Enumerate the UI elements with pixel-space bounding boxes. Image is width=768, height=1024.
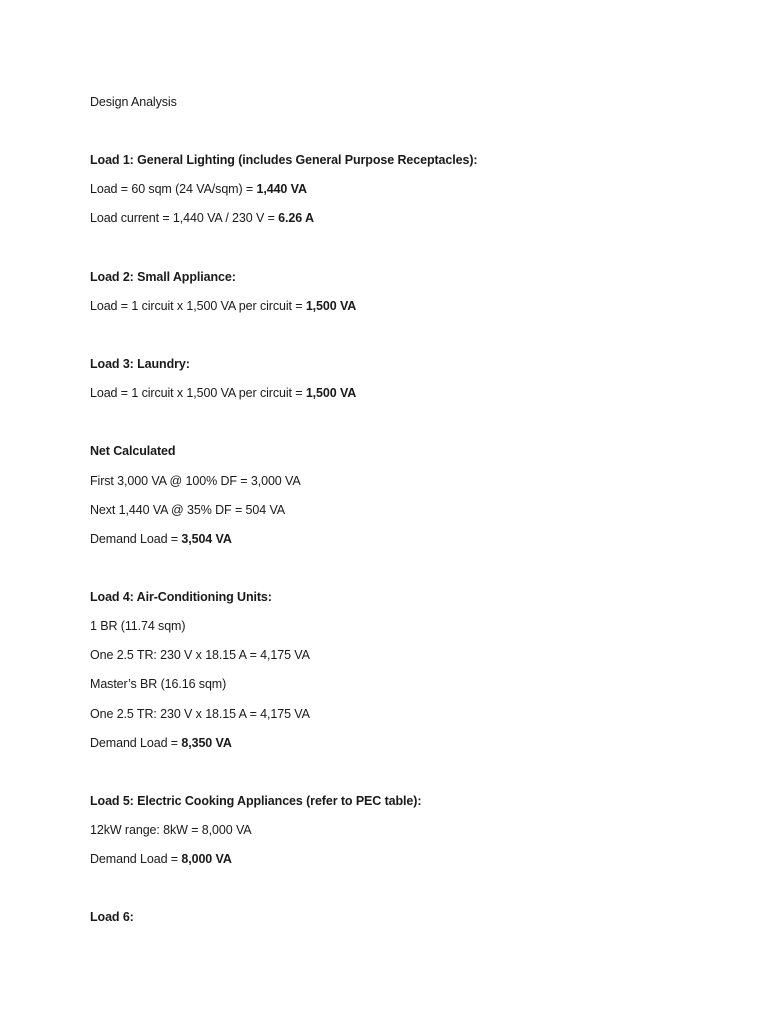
- load3-line1-value: 1,500 VA: [305, 386, 357, 400]
- net-line2: Next 1,440 VA @ 35% DF = 504 VA: [90, 503, 285, 517]
- load5-line1: 12kW range: 8kW = 8,000 VA: [90, 823, 252, 837]
- load4-demand-text: Demand Load =: [90, 736, 182, 750]
- load4-line2: One 2.5 TR: 230 V x 18.15 A = 4,175 VA: [90, 648, 310, 662]
- load3-line1: [90, 385, 356, 401]
- load2-line1-text: Load = 1 circuit x 1,500 VA per circuit =: [90, 299, 306, 313]
- load1-line1-value: 1,440 VA: [256, 182, 307, 196]
- load2-line1-value: 1,500 VA: [305, 299, 357, 313]
- net-demand-load: [90, 531, 232, 547]
- load4-demand-load: [90, 735, 232, 751]
- load5-demand-load: [90, 851, 232, 867]
- load1-title: Load 1: General Lighting (includes General Purpose Receptacles):: [90, 153, 478, 167]
- load1-line2-text: Load current = 1,440 VA / 230 V =: [90, 211, 279, 225]
- load4-line4: One 2.5 TR: 230 V x 18.15 A = 4,175 VA: [90, 707, 310, 721]
- load1-line2-value: 6.26 A: [278, 211, 314, 225]
- load3-line1-text: Load = 1 circuit x 1,500 VA per circuit =: [90, 386, 306, 400]
- net-demand-value: 3,504 VA: [181, 532, 232, 546]
- net-demand-text: Demand Load =: [90, 532, 182, 546]
- document-heading: Design Analysis: [90, 95, 177, 109]
- load5-demand-value: 8,000 VA: [181, 852, 232, 866]
- net-line1: First 3,000 VA @ 100% DF = 3,000 VA: [90, 474, 301, 488]
- load3-title: Load 3: Laundry:: [90, 357, 190, 371]
- load5-title: Load 5: Electric Cooking Appliances (refer to PEC table):: [90, 794, 422, 808]
- net-title: Net Calculated: [90, 444, 176, 458]
- load4-line3: Master’s BR (16.16 sqm): [90, 677, 227, 691]
- load1-line1-text: Load = 60 sqm (24 VA/sqm) =: [90, 182, 257, 196]
- load1-line1: [90, 181, 307, 197]
- load4-demand-value: 8,350 VA: [181, 736, 232, 750]
- load2-title: Load 2: Small Appliance:: [90, 270, 236, 284]
- load5-demand-text: Demand Load =: [90, 852, 182, 866]
- load4-line1: 1 BR (11.74 sqm): [90, 619, 186, 633]
- load1-line2: [90, 210, 314, 226]
- load6-title: Load 6:: [90, 910, 134, 924]
- load4-title: Load 4: Air-Conditioning Units:: [90, 590, 272, 604]
- load2-line1: [90, 298, 356, 314]
